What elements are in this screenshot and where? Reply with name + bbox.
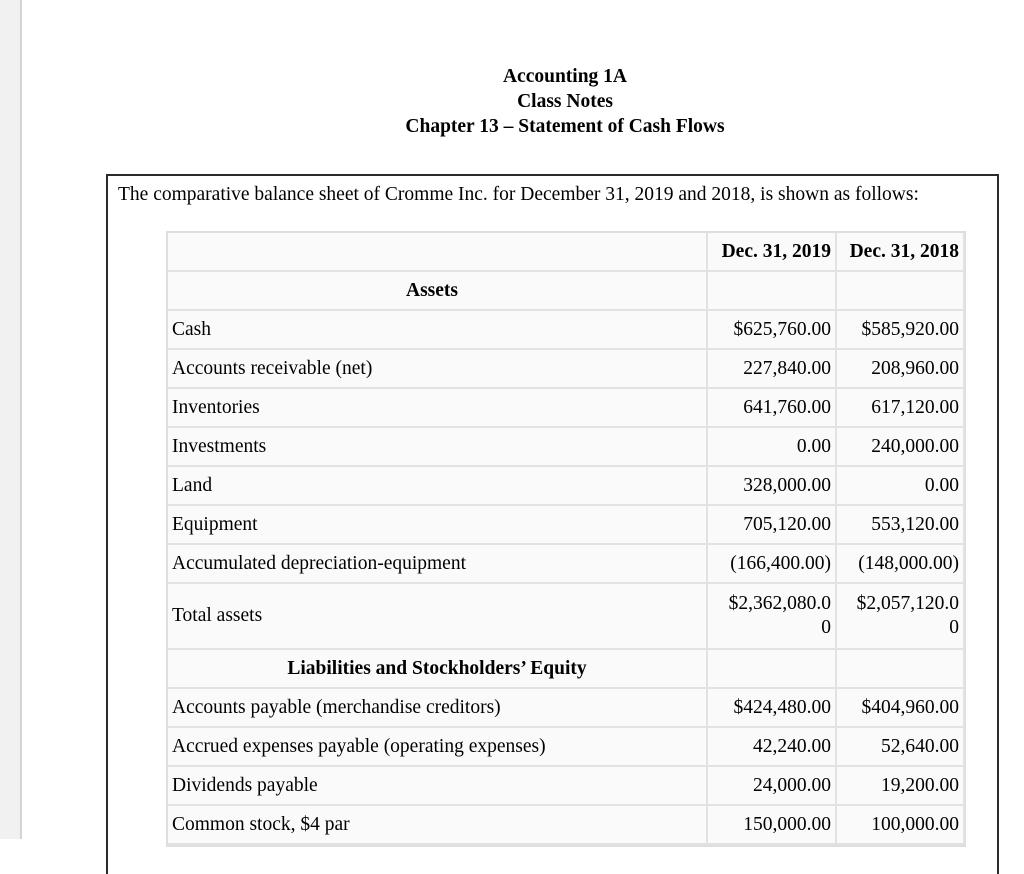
- table-row: [168, 428, 965, 467]
- table-row: [168, 389, 965, 428]
- table-row: [168, 806, 965, 845]
- header-blank-cell: [168, 233, 708, 272]
- value-2018: 553,120.00: [837, 506, 965, 545]
- value-2019: $424,480.00: [708, 689, 837, 728]
- row-label: Equipment: [168, 506, 708, 545]
- table-header-row: [168, 233, 965, 272]
- total-assets-2019-line1: $2,362,080.0: [728, 593, 831, 614]
- value-2018: 100,000.00: [837, 806, 965, 845]
- left-gutter: [0, 0, 22, 839]
- empty-cell: [708, 650, 837, 689]
- document-heading: [370, 64, 760, 139]
- table-row: [168, 767, 965, 806]
- value-2018: 617,120.00: [837, 389, 965, 428]
- total-assets-2019-line2: 0: [821, 617, 831, 638]
- value-2018: $585,920.00: [837, 311, 965, 350]
- table-row: [168, 689, 965, 728]
- row-label: Inventories: [168, 389, 708, 428]
- value-2018: 52,640.00: [837, 728, 965, 767]
- value-2019: 150,000.00: [708, 806, 837, 845]
- value-2019: 705,120.00: [708, 506, 837, 545]
- total-assets-label: Total assets: [168, 584, 708, 650]
- balance-sheet-table: [166, 231, 966, 847]
- total-assets-2018-line2: 0: [949, 617, 959, 638]
- column-header-2019: Dec. 31, 2019: [708, 233, 837, 272]
- value-2018: 208,960.00: [837, 350, 965, 389]
- table-row: [168, 311, 965, 350]
- table-row: [168, 545, 965, 584]
- assets-section-header: Assets: [168, 272, 708, 311]
- value-2018: (148,000.00): [837, 545, 965, 584]
- column-header-2018: Dec. 31, 2018: [837, 233, 965, 272]
- value-2018: 19,200.00: [837, 767, 965, 806]
- table-row: [168, 350, 965, 389]
- liabilities-section-row: [168, 650, 965, 689]
- table-row: [168, 467, 965, 506]
- row-label: Accounts payable (merchandise creditors): [168, 689, 708, 728]
- course-title: Accounting 1A: [502, 66, 628, 87]
- total-assets-2018: [837, 584, 965, 650]
- chapter-title: Chapter 13 – Statement of Cash Flows: [405, 116, 725, 137]
- notes-subtitle: Class Notes: [517, 91, 613, 112]
- row-label: Cash: [168, 311, 708, 350]
- empty-cell: [837, 272, 965, 311]
- total-assets-2019: [708, 584, 837, 650]
- value-2019: 227,840.00: [708, 350, 837, 389]
- intro-text: The comparative balance sheet of Cromme Inc. for December 31, 2019 and 2018, is shown as follows:: [118, 184, 919, 205]
- row-label: Accrued expenses payable (operating expenses): [168, 728, 708, 767]
- value-2019: 0.00: [708, 428, 837, 467]
- value-2019: 42,240.00: [708, 728, 837, 767]
- value-2019: 641,760.00: [708, 389, 837, 428]
- table-row: [168, 506, 965, 545]
- assets-section-row: [168, 272, 965, 311]
- value-2018: 0.00: [837, 467, 965, 506]
- row-label: Land: [168, 467, 708, 506]
- empty-cell: [837, 650, 965, 689]
- row-label: Accounts receivable (net): [168, 350, 708, 389]
- value-2019: $625,760.00: [708, 311, 837, 350]
- table-row: [168, 728, 965, 767]
- value-2019: 328,000.00: [708, 467, 837, 506]
- row-label: Investments: [168, 428, 708, 467]
- row-label: Dividends payable: [168, 767, 708, 806]
- row-label: Accumulated depreciation-equipment: [168, 545, 708, 584]
- value-2019: 24,000.00: [708, 767, 837, 806]
- liabilities-section-header: Liabilities and Stockholders’ Equity: [168, 650, 708, 689]
- total-assets-2018-line1: $2,057,120.0: [856, 593, 959, 614]
- value-2018: $404,960.00: [837, 689, 965, 728]
- row-label: Common stock, $4 par: [168, 806, 708, 845]
- value-2019: (166,400.00): [708, 545, 837, 584]
- empty-cell: [708, 272, 837, 311]
- value-2018: 240,000.00: [837, 428, 965, 467]
- total-assets-row: [168, 584, 965, 650]
